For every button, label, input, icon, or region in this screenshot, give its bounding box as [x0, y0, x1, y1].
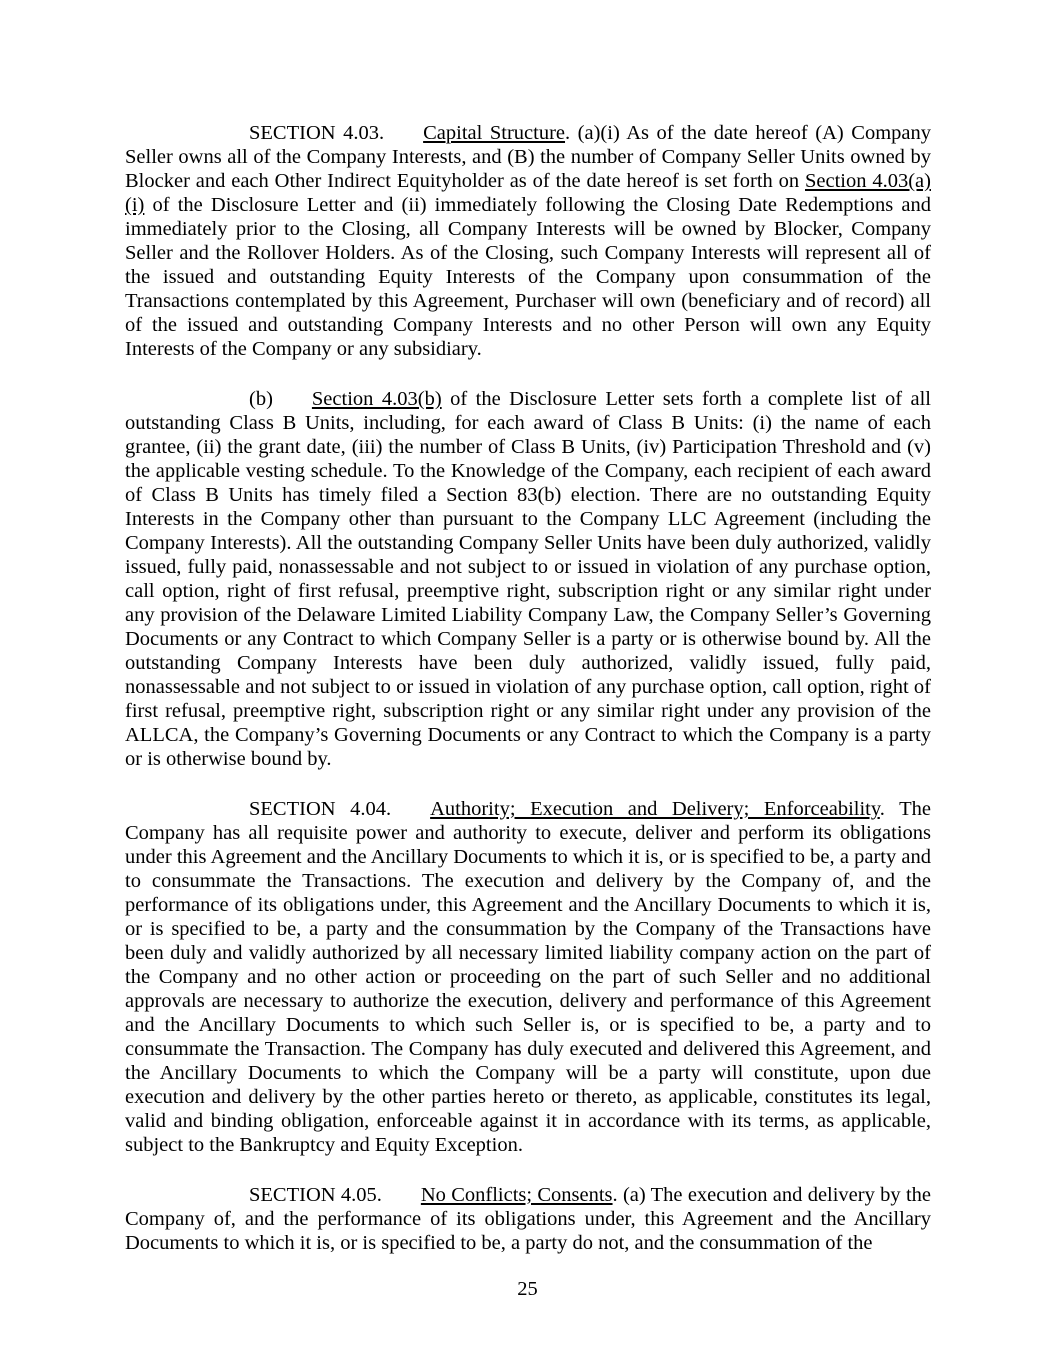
underlined-text: Authority; Execution and Delivery; Enforceability — [430, 798, 880, 820]
text-run: SECTION 4.05. — [249, 1184, 382, 1206]
underlined-text: Section 4.03(a)(i) — [125, 170, 931, 216]
paragraph-section-4-04 — [125, 797, 931, 1157]
text-run: of the Disclosure Letter sets forth a complete list of all outstanding Class B Units, including, for each award of Class B Units: (i) the name of each grantee, (ii) the grant date, (iii) the number of Class B Units, (iv) Participation Threshold and (v) the applicable vesting schedule. To the Knowledge of the Company, each recipient of each award of Class B Units has timely filed a Section 83(b) election. There are no outstanding Equity Interests in the Company other than pursuant to the Company LLC Agreement (including the Company Interests). All the outstanding Company Seller Units have been duly authorized, validly issued, fully paid, nonassessable and not subject to or issued in violation of any purchase option, call option, right of first refusal, preemptive right, subscription right or any similar right under any provision of the Delaware Limited Liability Company Law, the Company Seller’s Governing Documents or any Contract to which Company Seller is a party or is otherwise bound by. All the outstanding Company Interests have been duly authorized, validly issued, fully paid, nonassessable and not subject to or issued in violation of any purchase option, call option, right of first refusal, preemptive right, subscription right or any similar right under any provision of the ALLCA, the Company’s Governing Documents or any Contract to which the Company is a party or is otherwise bound by. — [125, 388, 931, 770]
text-run: . The Company has all requisite power and authority to execute, deliver and perform its obligations under this Agreement and the Ancillary Documents to which it is, or is specified to be, a party and to consummate the Transactions. The execution and delivery by the Company of, and the performance of its obligations under, this Agreement and the Ancillary Documents to which it is, or is specified to be, a party and the consummation by the Company of the Transactions have been duly and validly authorized by all necessary limited liability company action on the part of the Company and no other action or proceeding on the part of such Seller and no additional approvals are necessary to authorize the execution, delivery and performance of this Agreement and the Ancillary Documents to which such Seller is, or is specified to be, a party and to consummate the Transaction. The Company has duly executed and delivered this Agreement, and the Ancillary Documents to which the Company will be a party will constitute, upon due execution and delivery by the other parties hereto or thereto, as applicable, constitutes its legal, valid and binding obligation, enforceable against it in accordance with its terms, as applicable, subject to the Bankruptcy and Equity Exception. — [125, 798, 931, 1156]
underlined-text: No Conflicts; Consents — [420, 1184, 613, 1206]
paragraph-section-4-03-b — [125, 387, 931, 771]
document-body — [125, 121, 931, 1281]
text-run: . (a)(i) As of the date hereof (A) Company Seller owns all of the Company Interests, and (B) the number of Company Seller Units owned by Blocker and each Other Indirect Equityholder as of the date hereof is set forth on — [125, 122, 932, 192]
text-run: (b) — [249, 388, 273, 410]
paragraph-section-4-05 — [125, 1183, 931, 1255]
underlined-text: Section 4.03(b) — [311, 388, 442, 410]
text-run: SECTION 4.04. — [249, 798, 392, 820]
text-run: . (a) The execution and delivery by the Company of, and the performance of its obligations under, this Agreement and the Ancillary Documents to which it is, or is specified to be, a party do not, and the consummation of the — [125, 1184, 931, 1254]
paragraph-section-4-03-a — [125, 121, 931, 361]
underlined-text: Capital Structure — [423, 122, 566, 144]
text-run: SECTION 4.03. — [249, 122, 385, 144]
page-number: 25 — [517, 1278, 538, 1300]
text-run: of the Disclosure Letter and (ii) immediately following the Closing Date Redemptions and immediately prior to the Closing, all Company Interests will be owned by Blocker, Company Seller and the Rollover Holders. As of the Closing, such Company Interests will represent all of the issued and outstanding Equity Interests of the Company upon consummation of the Transactions contemplated by this Agreement, Purchaser will own (beneficiary and of record) all of the issued and outstanding Company Interests and no other Person will own any Equity Interests of the Company or any subsidiary. — [125, 194, 931, 360]
